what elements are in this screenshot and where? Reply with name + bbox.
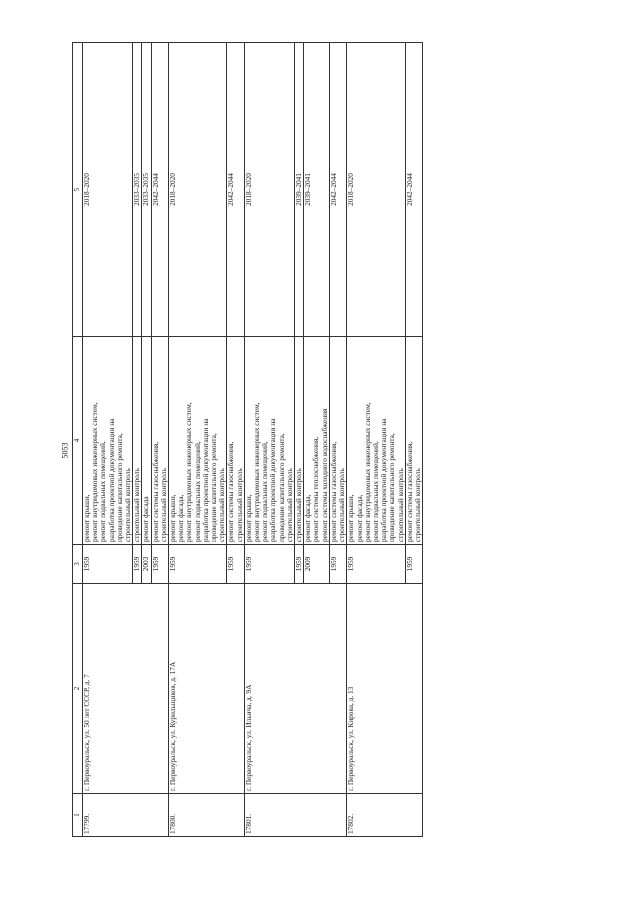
table-row <box>244 43 294 837</box>
year-cell: 1959 <box>83 545 133 584</box>
table-row <box>347 43 405 837</box>
table-body <box>83 43 423 837</box>
work-line: строительный контроль <box>395 468 405 542</box>
period-cell: 2018–2020 <box>244 43 294 337</box>
year-cell: 1959 <box>295 545 304 584</box>
period-cell: 2039–2041 <box>304 43 330 337</box>
work-line: ремонт внутридомовых инженерных систем, <box>252 402 262 542</box>
work-cell <box>405 337 422 545</box>
work-line: строительный контроль <box>294 468 304 542</box>
work-line: строительный контроль <box>158 468 168 542</box>
period-cell: 2042–2044 <box>227 43 244 337</box>
work-line: ремонт подвальных помещений, <box>98 441 108 542</box>
work-line: строительный контроль <box>132 468 142 542</box>
table-row <box>83 43 133 837</box>
header-col-1: 1 <box>73 794 83 837</box>
work-line: ремонт фасада, <box>176 494 186 542</box>
work-line: разработка проектной документации на <box>106 418 116 542</box>
year-cell: 2003 <box>142 545 151 584</box>
work-line: разработка проектной документации на <box>379 418 389 542</box>
header-col-4: 4 <box>73 337 83 545</box>
work-line: ремонт внутридомовых инженерных систем, <box>90 402 100 542</box>
work-cell <box>151 337 168 545</box>
period-cell: 2039–2041 <box>295 43 304 337</box>
year-cell: 1959 <box>133 545 142 584</box>
row-number: 17800. <box>169 794 245 837</box>
work-line: строительный контроль <box>337 468 347 542</box>
work-line: строительный контроль <box>412 468 422 542</box>
address-cell: г. Первоуральск, ул. Курильщиков, д. 17А <box>169 584 245 794</box>
year-cell: 2009 <box>304 545 330 584</box>
header-row <box>73 43 83 837</box>
work-line: разработка проектной документации на <box>268 418 278 542</box>
work-cell <box>244 337 294 545</box>
work-cell <box>347 337 405 545</box>
work-cell <box>329 337 346 545</box>
work-line: ремонт внутридомовых инженерных систем, <box>184 402 194 542</box>
address-cell: г. Первоуральск, ул. 50 лет СССР, д. 7 <box>83 584 169 794</box>
work-line: проведение капитального ремонта, <box>276 433 286 542</box>
work-line: ремонт системы газоснабжения, <box>226 441 236 542</box>
work-line: ремонт фасада, <box>354 494 364 542</box>
work-line: строительный контроль <box>234 468 244 542</box>
repair-schedule-table <box>72 42 423 837</box>
row-number: 17801. <box>244 794 346 837</box>
work-line: ремонт подвальных помещений, <box>260 441 270 542</box>
work-cell <box>227 337 244 545</box>
work-line: разработка проектной документации на <box>200 418 210 542</box>
page-number: 5053 <box>60 442 70 459</box>
period-cell: 2042–2044 <box>329 43 346 337</box>
year-cell: 1959 <box>329 545 346 584</box>
work-line: ремонт системы газоснабжения, <box>150 441 160 542</box>
work-line: ремонт фасада <box>141 496 151 542</box>
work-line: ремонт крыши, <box>243 494 253 542</box>
work-line: строительный контроль <box>123 468 133 542</box>
row-number: 17799. <box>83 794 169 837</box>
row-number: 17802. <box>347 794 423 837</box>
period-cell: 2018–2020 <box>347 43 405 337</box>
work-line: ремонт подвальных помещений, <box>370 441 380 542</box>
work-line: ремонт внутридомовых инженерных систем, <box>362 402 372 542</box>
work-line: ремонт крыши, <box>346 494 356 542</box>
work-line: проведение капитального ремонта, <box>209 433 219 542</box>
work-line: ремонт системы теплоснабжения, <box>311 436 321 542</box>
period-cell: 2018–2020 <box>169 43 227 337</box>
work-line: ремонт системы газоснабжения, <box>328 441 338 542</box>
work-cell <box>169 337 227 545</box>
year-cell: 1959 <box>405 545 422 584</box>
work-line: ремонт фасада, <box>303 494 313 542</box>
year-cell: 1959 <box>151 545 168 584</box>
header-col-5: 5 <box>73 43 83 337</box>
period-cell: 2042–2044 <box>405 43 422 337</box>
header-col-3: 3 <box>73 545 83 584</box>
period-cell: 2033–2035 <box>133 43 142 337</box>
table-row <box>169 43 227 837</box>
work-cell <box>304 337 330 545</box>
work-line: проведение капитального ремонта, <box>114 433 124 542</box>
year-cell: 1959 <box>169 545 227 584</box>
work-line: строительный контроль <box>217 468 227 542</box>
rotated-table-wrapper <box>72 173 640 837</box>
work-line: ремонт системы газоснабжения, <box>404 441 414 542</box>
work-line: ремонт крыши, <box>168 494 178 542</box>
address-cell: г. Первоуральск, ул. Ильича, д. 9А <box>244 584 346 794</box>
year-cell: 1959 <box>347 545 405 584</box>
work-line: ремонт крыши, <box>82 494 91 542</box>
year-cell: 1959 <box>244 545 294 584</box>
period-cell: 2033–2035 <box>142 43 151 337</box>
work-line: строительный контроль <box>284 468 294 542</box>
work-line: ремонт системы холодного водоснабжения <box>319 408 329 542</box>
work-line: ремонт подвальных помещений, <box>192 441 202 542</box>
header-col-2: 2 <box>73 584 83 794</box>
address-cell: г. Первоуральск, ул. Кирова, д. 13 <box>347 584 423 794</box>
work-line: проведение капитального ремонта, <box>387 433 397 542</box>
work-cell <box>83 337 133 545</box>
period-cell: 2018–2020 <box>83 43 133 337</box>
period-cell: 2042–2044 <box>151 43 168 337</box>
year-cell: 1959 <box>227 545 244 584</box>
work-cell <box>142 337 151 545</box>
